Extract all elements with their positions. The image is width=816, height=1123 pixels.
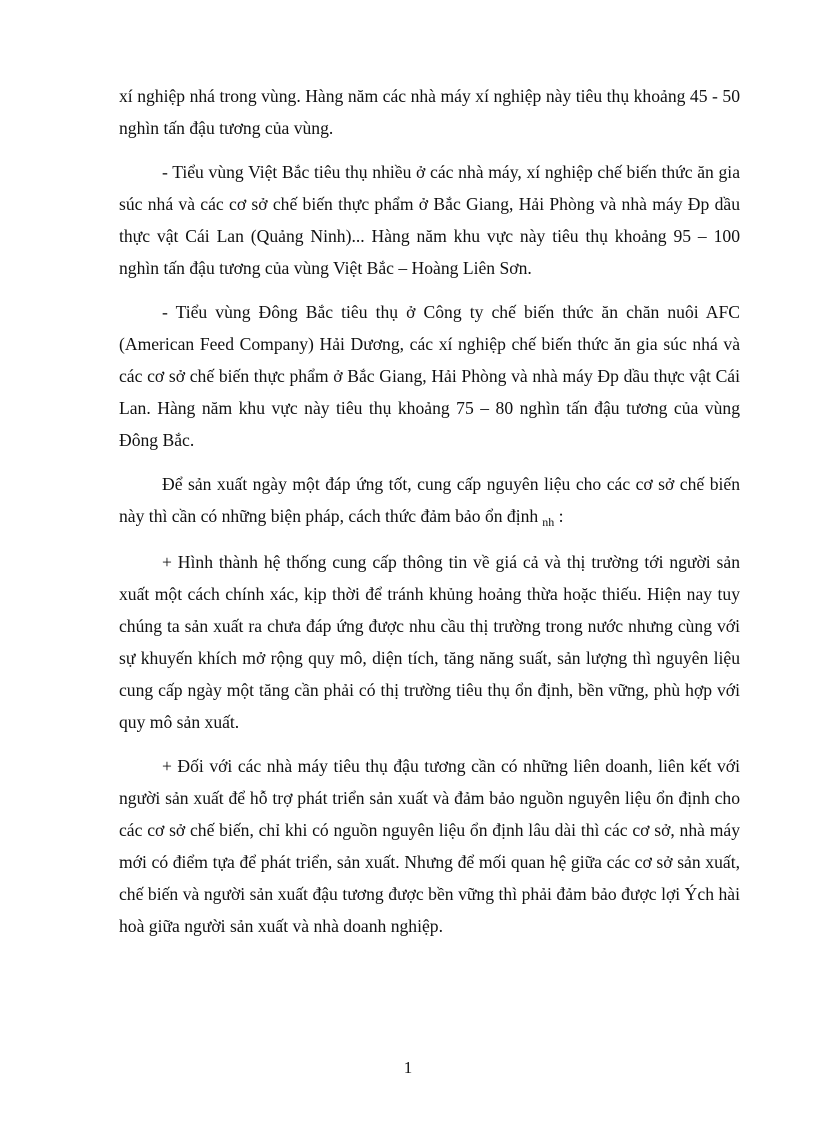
document-page — [119, 80, 740, 954]
measures-intro-fragment: nh — [542, 515, 555, 529]
paragraph-information-system: + Hình thành hệ thống cung cấp thông tin về giá cả và thị trường tới người sản xuất một cách chính xác, kịp thời để tránh khủng hoảng thừa hoặc thiếu. Hiện nay tuy chúng ta sản xuất ra chưa đáp ứng được nhu cầu thị trường trong nước nhưng cùng với sự khuyến khích mở rộng quy mô, diện tích, tăng năng suất, sản lượng thì nguyên liệu cung cấp ngày một tăng cần phải có thị trường tiêu thụ ổn định, bền vững, phù hợp với quy mô sản xuất. — [119, 552, 740, 732]
paragraph-viet-bac: - Tiểu vùng Việt Bắc tiêu thụ nhiều ở các nhà máy, xí nghiệp chế biến thức ăn gia súc nhá và các cơ sở chế biến thực phẩm ở Bắc Giang, Hải Phòng và nhà máy Đp dầu thực vật Cái Lan (Quảng Ninh)... Hàng năm khu vực này tiêu thụ khoảng 95 – 100 nghìn tấn đậu tương của vùng Việt Bắc – Hoàng Liên Sơn. — [119, 162, 740, 278]
page-number: 1 — [403, 1058, 413, 1077]
measures-intro-colon: : — [554, 506, 564, 526]
paragraph-1: xí nghiệp nhá trong vùng. Hàng năm các nhà máy xí nghiệp này tiêu thụ khoảng 45 - 50 nghìn tấn đậu tương của vùng. — [119, 86, 740, 138]
paragraph-dong-bac: - Tiểu vùng Đông Bắc tiêu thụ ở Công ty chế biến thức ăn chăn nuôi AFC (American Feed Company) Hải Dương, các xí nghiệp chế biến thức ăn gia súc nhá và các cơ sở chế biến thực phẩm ở Bắc Giang, Hải Phòng và nhà máy Đp dầu thực vật Cái Lan. Hàng năm khu vực này tiêu thụ khoảng 75 – 80 nghìn tấn đậu tương của vùng Đông Bắc. — [119, 302, 740, 450]
paragraph-joint-ventures: + Đối với các nhà máy tiêu thụ đậu tương cần có những liên doanh, liên kết với người sản xuất để hỗ trợ phát triển sản xuất và đảm bảo nguồn nguyên liệu ổn định cho các cơ sở chế biến, chỉ khi có nguồn nguyên liệu ổn định lâu dài thì các cơ sở, nhà máy mới có điểm tựa để phát triển, sản xuất. Nhưng để mối quan hệ giữa các cơ sở sản xuất, chế biến và người sản xuất đậu tương được bền vững thì phải đảm bảo được lợi Ých hài hoà giữa người sản xuất và nhà doanh nghiệp. — [119, 756, 740, 936]
paragraph-measures-intro — [119, 468, 740, 534]
measures-intro-text: Để sản xuất ngày một đáp ứng tốt, cung cấp nguyên liệu cho các cơ sở chế biến này thì cần có những biện pháp, cách thức đảm bảo ổn định — [119, 474, 740, 526]
